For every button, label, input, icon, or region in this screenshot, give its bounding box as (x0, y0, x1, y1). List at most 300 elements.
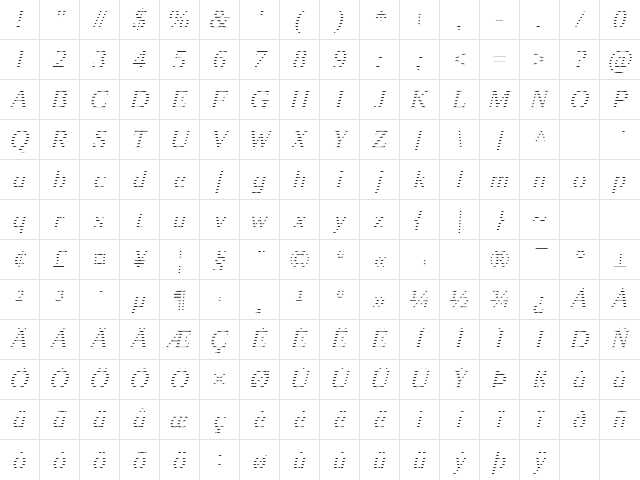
glyph-cell[interactable] (80, 400, 120, 440)
glyph-character: X (290, 124, 309, 154)
glyph-cell[interactable] (40, 400, 80, 440)
glyph-cell[interactable] (560, 280, 600, 320)
glyph-cell[interactable] (480, 280, 520, 320)
glyph-character: þ (491, 444, 508, 475)
glyph-cell[interactable] (560, 440, 600, 480)
glyph-cell[interactable] (400, 200, 440, 240)
glyph-character: ï (534, 404, 545, 434)
glyph-cell[interactable] (560, 0, 600, 40)
glyph-cell[interactable] (440, 120, 480, 160)
glyph-character: d (131, 164, 148, 194)
glyph-cell[interactable] (440, 440, 480, 480)
glyph-cell[interactable] (320, 120, 360, 160)
glyph-character: C (89, 84, 110, 114)
glyph-cell[interactable] (360, 240, 400, 280)
glyph-character: í (454, 404, 465, 434)
glyph-cell[interactable] (600, 400, 640, 440)
glyph-cell[interactable] (320, 200, 360, 240)
glyph-character: N (529, 84, 550, 114)
glyph-cell[interactable] (280, 320, 320, 360)
glyph-cell[interactable] (480, 120, 520, 160)
glyph-cell[interactable] (200, 400, 240, 440)
glyph-character: ¦ (174, 244, 185, 274)
glyph-cell[interactable] (600, 280, 640, 320)
glyph-character: Å (130, 324, 149, 354)
glyph-cell[interactable] (320, 400, 360, 440)
glyph-cell[interactable] (440, 320, 480, 360)
glyph-cell[interactable] (240, 320, 280, 360)
glyph-cell[interactable] (40, 360, 80, 400)
glyph-character: û (371, 444, 388, 475)
glyph-cell[interactable] (600, 160, 640, 200)
glyph-cell[interactable] (120, 200, 160, 240)
glyph-character: È (250, 324, 269, 354)
glyph-character: . (535, 4, 544, 34)
glyph-cell[interactable] (160, 120, 200, 160)
glyph-cell[interactable] (120, 280, 160, 320)
glyph-cell[interactable] (400, 80, 440, 120)
glyph-cell[interactable] (520, 200, 560, 240)
glyph-character: ñ (612, 404, 628, 434)
glyph-cell[interactable] (280, 280, 320, 320)
glyph-character: » (371, 284, 388, 314)
glyph-cell[interactable] (40, 280, 80, 320)
glyph-character: · (215, 284, 224, 314)
glyph-character: ¼ (408, 284, 431, 314)
glyph-cell[interactable] (280, 120, 320, 160)
glyph-cell[interactable] (240, 400, 280, 440)
glyph-cell[interactable] (120, 400, 160, 440)
glyph-character: æ (169, 404, 190, 434)
glyph-cell[interactable] (80, 0, 120, 40)
glyph-cell[interactable] (240, 240, 280, 280)
glyph-cell[interactable] (120, 40, 160, 80)
glyph-cell[interactable] (360, 0, 400, 40)
glyph-character: ÿ (532, 444, 547, 475)
glyph-character: w (249, 204, 270, 234)
glyph-cell[interactable] (360, 440, 400, 480)
glyph-cell[interactable] (160, 40, 200, 80)
glyph-cell[interactable] (240, 280, 280, 320)
glyph-character: Z (370, 124, 389, 154)
glyph-character: 2 (51, 44, 68, 74)
glyph-character: ä (91, 404, 108, 434)
glyph-character: ^ (532, 124, 547, 154)
glyph-cell[interactable] (0, 360, 40, 400)
glyph-cell[interactable] (480, 0, 520, 40)
glyph-cell[interactable] (200, 0, 240, 40)
glyph-cell[interactable] (560, 200, 600, 240)
glyph-cell[interactable] (80, 360, 120, 400)
glyph-cell[interactable] (40, 40, 80, 80)
glyph-cell[interactable] (280, 400, 320, 440)
glyph-cell[interactable] (600, 320, 640, 360)
glyph-cell[interactable] (0, 320, 40, 360)
glyph-character: Y (330, 124, 349, 154)
glyph-cell[interactable] (520, 440, 560, 480)
glyph-cell[interactable] (480, 160, 520, 200)
glyph-cell[interactable] (480, 360, 520, 400)
glyph-cell[interactable] (160, 0, 200, 40)
glyph-cell[interactable] (40, 320, 80, 360)
glyph-character: j (374, 164, 385, 194)
glyph-character: Ý (450, 364, 469, 394)
glyph-character: ® (488, 244, 511, 274)
glyph-cell[interactable] (400, 240, 440, 280)
glyph-cell[interactable] (120, 440, 160, 480)
glyph-cell[interactable] (440, 0, 480, 40)
glyph-cell[interactable] (160, 240, 200, 280)
glyph-cell[interactable] (120, 160, 160, 200)
glyph-cell[interactable] (440, 400, 480, 440)
glyph-cell[interactable] (520, 160, 560, 200)
glyph-character: ¹ (294, 284, 305, 314)
glyph-character: ò (11, 444, 28, 475)
glyph-cell[interactable] (120, 120, 160, 160)
glyph-character: Q (8, 124, 31, 154)
glyph-cell[interactable] (320, 80, 360, 120)
glyph-cell[interactable] (360, 280, 400, 320)
glyph-character: à (571, 364, 588, 394)
glyph-character: \ (454, 124, 465, 154)
glyph-character: ù (291, 444, 308, 475)
glyph-cell[interactable] (280, 200, 320, 240)
glyph-cell[interactable] (400, 320, 440, 360)
glyph-cell[interactable] (200, 360, 240, 400)
glyph-cell[interactable] (240, 440, 280, 480)
glyph-character: é (292, 404, 307, 434)
glyph-cell[interactable] (480, 40, 520, 80)
glyph-cell[interactable] (0, 160, 40, 200)
glyph-cell[interactable] (200, 240, 240, 280)
glyph-cell[interactable] (560, 40, 600, 80)
glyph-character: s (93, 204, 106, 234)
glyph-character: u (171, 204, 188, 234)
glyph-character: ì (414, 404, 425, 434)
glyph-character: ¾ (488, 284, 511, 314)
glyph-character: ÷ (211, 444, 228, 475)
glyph-cell[interactable] (600, 120, 640, 160)
glyph-cell[interactable] (440, 360, 480, 400)
glyph-cell[interactable] (480, 320, 520, 360)
glyph-cell[interactable] (520, 80, 560, 120)
glyph-character: q (11, 204, 28, 234)
glyph-cell[interactable] (0, 80, 40, 120)
glyph-cell[interactable] (440, 240, 480, 280)
glyph-cell[interactable] (280, 240, 320, 280)
glyph-cell[interactable] (600, 40, 640, 80)
glyph-cell[interactable] (400, 120, 440, 160)
glyph-cell[interactable] (560, 320, 600, 360)
glyph-character: T (130, 124, 149, 154)
glyph-cell[interactable] (0, 200, 40, 240)
glyph-cell[interactable] (440, 280, 480, 320)
glyph-cell[interactable] (80, 200, 120, 240)
glyph-cell[interactable] (160, 80, 200, 120)
glyph-character: [ (413, 124, 426, 154)
glyph-cell[interactable] (520, 400, 560, 440)
glyph-cell[interactable] (400, 400, 440, 440)
glyph-character: D (128, 84, 151, 114)
glyph-character: ê (332, 404, 347, 434)
glyph-character: Ú (328, 364, 351, 394)
glyph-cell[interactable] (280, 80, 320, 120)
glyph-cell[interactable] (160, 320, 200, 360)
glyph-cell[interactable] (40, 0, 80, 40)
glyph-cell[interactable] (280, 40, 320, 80)
glyph-cell[interactable] (400, 360, 440, 400)
glyph-character: ë (372, 404, 387, 434)
glyph-cell[interactable] (120, 360, 160, 400)
glyph-cell[interactable] (200, 280, 240, 320)
glyph-cell[interactable] (320, 320, 360, 360)
glyph-character (454, 246, 465, 273)
glyph-character: Õ (128, 364, 151, 394)
glyph-character: > (529, 44, 550, 74)
glyph-cell[interactable] (120, 320, 160, 360)
glyph-character: ? (571, 44, 588, 74)
glyph-character: < (449, 44, 470, 74)
glyph-character: 0 (612, 4, 628, 34)
glyph-cell[interactable] (360, 120, 400, 160)
glyph-character: µ (130, 284, 149, 314)
glyph-cell[interactable] (240, 40, 280, 80)
glyph-cell[interactable] (400, 280, 440, 320)
glyph-character: ¤ (91, 244, 108, 274)
glyph-cell[interactable] (520, 120, 560, 160)
glyph-cell[interactable] (440, 80, 480, 120)
glyph-cell[interactable] (520, 240, 560, 280)
glyph-character: P (610, 84, 630, 114)
glyph-cell[interactable] (600, 80, 640, 120)
glyph-character: â (11, 404, 28, 434)
glyph-character: ¢ (11, 244, 28, 274)
glyph-cell[interactable] (200, 200, 240, 240)
glyph-cell[interactable] (40, 240, 80, 280)
glyph-cell[interactable] (80, 320, 120, 360)
glyph-character: ° (573, 244, 586, 274)
glyph-cell[interactable] (200, 80, 240, 120)
glyph-cell[interactable] (360, 160, 400, 200)
glyph-cell[interactable] (280, 160, 320, 200)
glyph-cell[interactable] (320, 440, 360, 480)
glyph-cell[interactable] (440, 40, 480, 80)
glyph-cell[interactable] (280, 360, 320, 400)
glyph-cell[interactable] (440, 160, 480, 200)
glyph-character: : (373, 44, 386, 74)
glyph-cell[interactable] (600, 440, 640, 480)
glyph-cell[interactable] (320, 0, 360, 40)
glyph-character: å (131, 404, 148, 434)
glyph-cell[interactable] (320, 280, 360, 320)
glyph-cell[interactable] (80, 280, 120, 320)
glyph-cell[interactable] (480, 440, 520, 480)
glyph-cell[interactable] (360, 200, 400, 240)
glyph-cell[interactable] (480, 200, 520, 240)
glyph-cell[interactable] (360, 40, 400, 80)
glyph-character: Ô (88, 364, 111, 394)
glyph-character: ( (293, 4, 306, 34)
glyph-cell[interactable] (520, 40, 560, 80)
glyph-cell[interactable] (200, 440, 240, 480)
glyph-character: õ (131, 444, 148, 475)
glyph-cell[interactable] (0, 120, 40, 160)
glyph-character: ´ (93, 284, 106, 314)
glyph-character: î (494, 404, 505, 434)
glyph-character: r (53, 204, 66, 234)
glyph-character: × (209, 364, 230, 394)
glyph-character: A (10, 84, 29, 114)
glyph-character: Ë (370, 324, 389, 354)
glyph-character: 3 (91, 44, 108, 74)
glyph-character: Û (368, 364, 391, 394)
glyph-character: 7 (251, 44, 268, 74)
glyph-cell[interactable] (560, 360, 600, 400)
glyph-cell[interactable] (0, 440, 40, 480)
glyph-cell[interactable] (160, 360, 200, 400)
glyph-character: l (454, 164, 465, 194)
glyph-character: ¨ (253, 244, 266, 274)
glyph-cell[interactable] (280, 440, 320, 480)
glyph-cell[interactable] (360, 400, 400, 440)
glyph-character: Ã (50, 324, 69, 354)
glyph-cell[interactable] (40, 440, 80, 480)
glyph-cell[interactable] (400, 0, 440, 40)
glyph-character: Ì (413, 324, 426, 354)
glyph-cell[interactable] (80, 80, 120, 120)
glyph-cell[interactable] (360, 360, 400, 400)
glyph-character: ± (611, 244, 629, 274)
glyph-cell[interactable] (200, 40, 240, 80)
glyph-cell[interactable] (80, 240, 120, 280)
glyph-cell[interactable] (560, 80, 600, 120)
glyph-character: ½ (448, 284, 471, 314)
glyph-character: ¿ (531, 284, 548, 314)
glyph-cell[interactable] (320, 160, 360, 200)
glyph-character: O (568, 84, 591, 114)
glyph-cell[interactable] (240, 80, 280, 120)
glyph-cell[interactable] (480, 240, 520, 280)
glyph-character: ² (14, 284, 25, 314)
glyph-cell[interactable] (400, 160, 440, 200)
glyph-cell[interactable] (480, 400, 520, 440)
glyph-cell[interactable] (560, 120, 600, 160)
glyph-character: ' (255, 4, 264, 34)
glyph-character: É (290, 324, 309, 354)
glyph-character: ] (493, 124, 506, 154)
glyph-cell[interactable] (600, 200, 640, 240)
glyph-character: Ç (209, 324, 230, 354)
glyph-character: ª (334, 244, 345, 274)
glyph-character: ¸ (253, 284, 266, 314)
glyph-cell[interactable] (520, 0, 560, 40)
glyph-cell[interactable] (80, 160, 120, 200)
glyph-cell[interactable] (160, 200, 200, 240)
glyph-cell[interactable] (320, 40, 360, 80)
glyph-character: K (409, 84, 430, 114)
glyph-cell[interactable] (200, 320, 240, 360)
glyph-cell[interactable] (40, 200, 80, 240)
glyph-character: Ü (408, 364, 431, 394)
glyph-character: ß (531, 364, 548, 394)
glyph-cell[interactable] (120, 240, 160, 280)
glyph-cell[interactable] (160, 400, 200, 440)
glyph-cell[interactable] (80, 440, 120, 480)
glyph-cell[interactable] (240, 120, 280, 160)
glyph-character: I (333, 84, 346, 114)
glyph-character: V (210, 124, 229, 154)
glyph-character: x (292, 204, 307, 234)
glyph-cell[interactable] (240, 0, 280, 40)
glyph-character: | (454, 204, 465, 234)
glyph-cell[interactable] (560, 240, 600, 280)
glyph-cell[interactable] (240, 200, 280, 240)
glyph-cell[interactable] (600, 0, 640, 40)
glyph-cell[interactable] (120, 80, 160, 120)
glyph-character: c (92, 164, 107, 194)
glyph-cell[interactable] (520, 360, 560, 400)
glyph-character: $ (131, 4, 148, 34)
glyph-cell[interactable] (0, 40, 40, 80)
glyph-cell[interactable] (400, 40, 440, 80)
glyph-cell[interactable] (160, 160, 200, 200)
glyph-character: 6 (211, 44, 228, 74)
glyph-cell[interactable] (320, 240, 360, 280)
glyph-cell[interactable] (520, 320, 560, 360)
glyph-cell[interactable] (40, 120, 80, 160)
glyph-character: - (493, 4, 506, 34)
glyph-cell[interactable] (0, 400, 40, 440)
glyph-cell[interactable] (200, 160, 240, 200)
glyph-character: E (170, 84, 189, 114)
glyph-cell[interactable] (240, 160, 280, 200)
glyph-character: o (571, 164, 588, 194)
glyph-cell[interactable] (80, 40, 120, 80)
glyph-cell[interactable] (320, 360, 360, 400)
glyph-cell[interactable] (0, 0, 40, 40)
glyph-cell[interactable] (0, 240, 40, 280)
glyph-character: Ö (168, 364, 191, 394)
glyph-character: Ó (48, 364, 71, 394)
glyph-cell[interactable] (200, 120, 240, 160)
glyph-cell[interactable] (280, 0, 320, 40)
glyph-cell[interactable] (600, 360, 640, 400)
glyph-character: U (168, 124, 191, 154)
glyph-cell[interactable] (560, 160, 600, 200)
glyph-character: t (134, 204, 145, 234)
glyph-cell[interactable] (400, 440, 440, 480)
glyph-character: Á (610, 284, 630, 314)
glyph-cell[interactable] (360, 80, 400, 120)
glyph-cell[interactable] (160, 440, 200, 480)
glyph-cell[interactable] (240, 360, 280, 400)
glyph-cell[interactable] (80, 120, 120, 160)
glyph-cell[interactable] (40, 80, 80, 120)
glyph-character: ¥ (131, 244, 148, 274)
glyph-cell[interactable] (440, 200, 480, 240)
glyph-cell[interactable] (480, 80, 520, 120)
glyph-cell[interactable] (360, 320, 400, 360)
glyph-character: © (288, 244, 311, 274)
glyph-cell[interactable] (40, 160, 80, 200)
glyph-cell[interactable] (0, 280, 40, 320)
glyph-cell[interactable] (560, 400, 600, 440)
glyph-cell[interactable] (600, 240, 640, 280)
glyph-cell[interactable] (120, 0, 160, 40)
glyph-cell[interactable] (520, 280, 560, 320)
glyph-cell[interactable] (160, 280, 200, 320)
glyph-character: ! (13, 4, 26, 34)
